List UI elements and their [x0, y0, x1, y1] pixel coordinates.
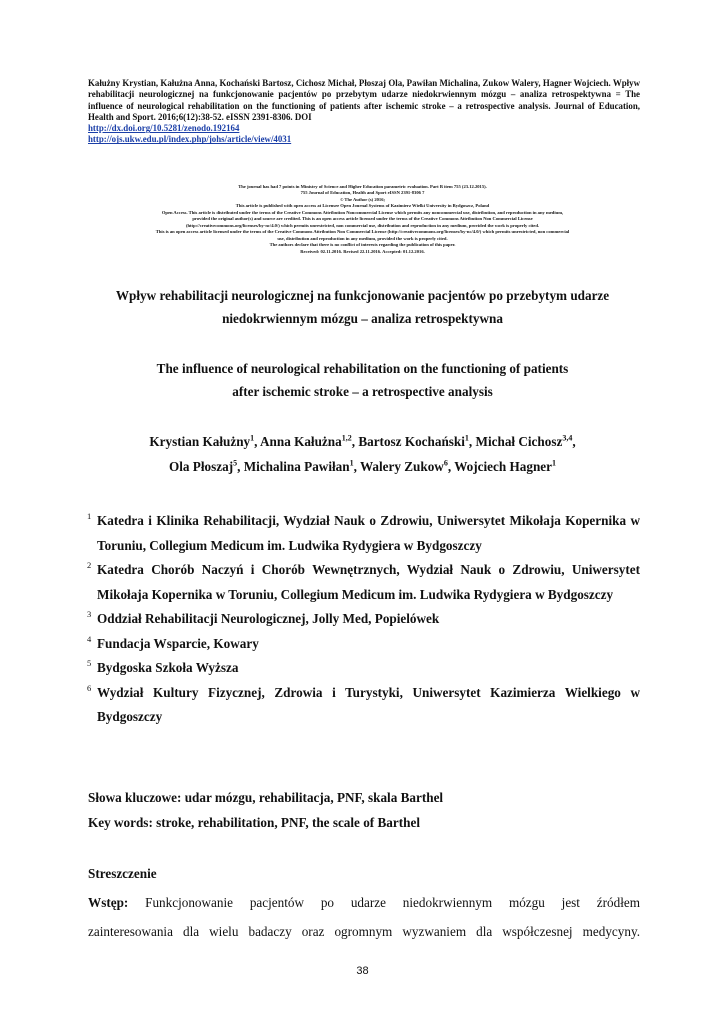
keywords-english: Key words: stroke, rehabilitation, PNF, the scale of Barthel	[88, 814, 420, 830]
author-name: Michalina Pawiłan	[243, 458, 350, 474]
notice-line: The journal has had 7 points in Ministry of Science and Higher Education parametric evaluation. Part B item 755 (23.12.2015).	[238, 184, 487, 189]
author-name: Bartosz Kochański	[358, 434, 465, 449]
notice-line: provided the original author(s) and source are credited. This is an open access article licensed under the terms of the Creative Commons Attribution Non Commercial License	[192, 216, 533, 222]
affiliation-text: Katedra Chorób Naczyń i Chorób Wewnętrznych, Wydział Nauk o Zdrowiu, Uniwersytet Mikołaja Kopernika w Toruniu, Collegium Medicum im. Ludwika Rydygiera w Bydgoszczy	[97, 562, 640, 602]
keywords-polish: Słowa kluczowe: udar mózgu, rehabilitacja, PNF, skala Barthel	[88, 790, 444, 805]
affiliation-text: Bydgoska Szkoła Wyższa	[97, 660, 239, 675]
author-name: Wojciech Hagner	[454, 458, 552, 474]
affiliation-text: Wydział Kultury Fizycznej, Zdrowia i Turystyki, Uniwersytet Kazimierza Wielkiego w Bydgoszczy	[97, 684, 640, 724]
author-separator: ,	[351, 434, 359, 449]
title-polish	[60, 285, 665, 330]
keywords-block	[88, 786, 648, 835]
license-notice	[60, 184, 665, 255]
abstract-lead-text: zainteresowania dla wielu badaczy oraz ogromnym wyzwaniem dla współczesnej medycyny.	[88, 924, 640, 939]
author-name: Anna Kałużna	[260, 434, 342, 449]
author-affiliation-ref: 1,2	[341, 433, 352, 443]
author-line-2	[60, 455, 665, 480]
author-line-1	[60, 430, 665, 455]
affiliation-number: 1	[87, 511, 92, 521]
author-affiliation-ref: 1	[552, 458, 556, 468]
affiliation-item	[88, 681, 640, 730]
affiliation-item	[88, 607, 640, 632]
abstract-heading: Streszczenie	[88, 866, 157, 881]
author-affiliation-ref: 1	[349, 458, 354, 468]
author-affiliation-ref: 5	[233, 458, 238, 468]
affiliation-item	[88, 509, 640, 558]
title-english-line1: The influence of neurological rehabilitation on the functioning of patients	[156, 361, 569, 376]
citation-text: Kałużny Krystian, Kałużna Anna, Kochański Bartosz, Cichosz Michał, Płoszaj Ola, Pawiłan Michalina, Zukow Walery, Hagner Wojciech. Wpływ rehabilitacji neurologicznej na funkcjonowanie pacjentów po przebytym udarze niedokrwiennym mózgu – analiza retrospektywna = The influence of neurological rehabilitation on the functioning of patients after ischemic stroke – a retrospective analysis. Journal of Education, Health and Sport. 2016;6(12):38-52. eISSN 2391-8306. DOI	[88, 78, 640, 122]
author-name: Krystian Kałużny	[149, 434, 251, 449]
abstract-lead-line	[88, 917, 640, 946]
author-name: Walery Zukow	[359, 458, 444, 474]
notice-line: This is an open access article licensed under the terms of the Creative Commons Attribution Non Commercial License (http://creativecommons.org/licenses/by-nc/4.0/) which permits unrestricted, non commercial	[155, 229, 570, 235]
author-list	[60, 430, 665, 479]
article-link[interactable]: http://ojs.ukw.edu.pl/index.php/johs/article/view/4031	[88, 134, 292, 145]
author-separator: ,	[468, 434, 476, 449]
abstract-lead-label: Wstęp:	[88, 895, 129, 910]
abstract-section	[88, 859, 640, 946]
affiliation-item	[88, 632, 640, 657]
title-english-line2: after ischemic stroke – a retrospective analysis	[232, 383, 493, 399]
affiliation-item	[88, 558, 640, 607]
author-affiliation-ref: 1	[250, 433, 255, 443]
notice-line: Open Access. This article is distributed under the terms of the Creative Commons Attribution Noncommercial License which permits any noncommercial use, distribution, and reproduction in any medium,	[161, 209, 564, 215]
author-separator: ,	[353, 458, 360, 474]
author-separator: ,	[254, 434, 260, 449]
affiliation-number: 5	[87, 658, 92, 668]
affiliation-text: Katedra i Klinika Rehabilitacji, Wydział Nauk o Zdrowiu, Uniwersytet Mikołaja Kopernika w Toruniu, Collegium Medicum im. Ludwika Rydygiera w Bydgoszczy	[97, 513, 640, 553]
author-affiliation-ref: 1	[464, 433, 469, 443]
author-name: Michał Cichosz	[475, 434, 563, 449]
affiliation-number: 6	[87, 682, 92, 693]
title-polish-line2: niedokrwiennym mózgu – analiza retrospektywna	[222, 310, 503, 326]
author-separator: ,	[237, 458, 244, 474]
notice-line: The authors declare that there is no conflict of interests regarding the publication of this paper.	[269, 242, 456, 248]
author-affiliation-ref: 6	[443, 458, 448, 468]
notice-line: This article is published with open access at Licensee Open Journal Systems of Kazimierz Wielki University in Bydgoszcz, Poland	[235, 203, 490, 209]
author-separator: ,	[572, 434, 576, 449]
notice-line: 755 Journal of Education, Health and Sport eISSN 2391-8306 7	[300, 190, 425, 196]
affiliation-list	[88, 509, 640, 730]
affiliation-text: Fundacja Wsparcie, Kowary	[97, 635, 259, 651]
affiliation-number: 2	[87, 560, 92, 570]
notice-line: © The Author (s) 2016;	[339, 196, 386, 202]
notice-line: Received: 02.11.2016. Revised 22.11.2016. Accepted: 01.12.2016.	[300, 248, 425, 254]
citation-block	[88, 78, 640, 146]
affiliation-number: 3	[87, 609, 92, 619]
author-name: Ola Płoszaj	[169, 458, 234, 474]
author-separator: ,	[447, 458, 455, 474]
affiliation-item	[88, 656, 640, 681]
doi-link[interactable]: http://dx.doi.org/10.5281/zenodo.192164	[88, 123, 240, 134]
author-affiliation-ref: 3,4	[562, 433, 573, 443]
abstract-lead-line	[88, 888, 640, 917]
page-number: 38	[356, 965, 369, 977]
notice-line: use, distribution and reproduction in any medium, provided the work is properly cited.	[277, 235, 448, 241]
affiliation-text: Oddział Rehabilitacji Neurologicznej, Jolly Med, Popielówek	[97, 611, 440, 626]
affiliation-number: 4	[87, 633, 92, 644]
abstract-lead-text: Funkcjonowanie pacjentów po udarze niedokrwiennym mózgu jest źródłem	[128, 895, 640, 910]
title-polish-line1: Wpływ rehabilitacji neurologicznej na funkcjonowanie pacjentów po przebytym udarze	[115, 288, 610, 303]
notice-line: (http://creativecommons.org/licenses/by-nc/4.0/) which permits unrestricted, non commercial use, distribution and reproduction in any medium, provided the work is properly cited.	[185, 222, 540, 228]
title-english	[60, 358, 665, 403]
